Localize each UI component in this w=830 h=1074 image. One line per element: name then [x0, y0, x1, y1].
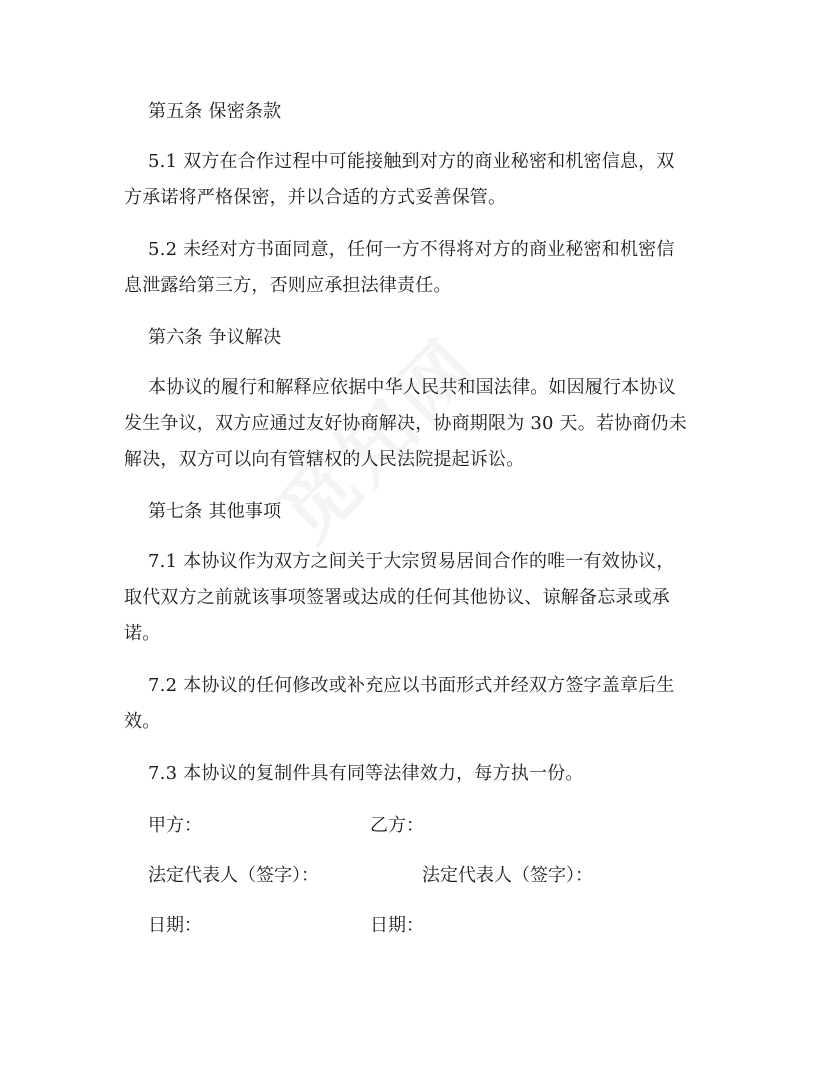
- clause-7-2-line-2: 效。: [124, 711, 161, 732]
- party-a-date-label: 日期：: [148, 915, 202, 936]
- signature-row-representative: [148, 864, 700, 888]
- clause-7-2-line-1: 7.2 本协议的任何修改或补充应以书面形式并经双方签字盖章后生: [148, 675, 675, 696]
- clause-7-1-line-3: 诺。: [124, 623, 161, 644]
- watermark-logo: [246, 306, 515, 575]
- party-a-representative-label: 法定代表人（签字）：: [148, 865, 319, 886]
- section-heading-7: 第七条 其他事项: [148, 501, 282, 522]
- clause-7-1-line-2: 取代双方之前就该事项签署或达成的任何其他协议、谅解备忘录或承: [124, 587, 670, 608]
- clause-5-2-line-1: 5.2 未经对方书面同意，任何一方不得将对方的商业秘密和机密信: [148, 239, 675, 260]
- clause-6-line-1: 本协议的履行和解释应依据中华人民共和国法律。如因履行本协议: [148, 377, 676, 398]
- clause-5-1-line-1: 5.1 双方在合作过程中可能接触到对方的商业秘密和机密信息，双: [148, 151, 675, 172]
- clause-7-1-line-1: 7.1 本协议作为双方之间关于大宗贸易居间合作的唯一有效协议，: [148, 551, 675, 572]
- clause-7-3-line-1: 7.3 本协议的复制件具有同等法律效力，每方执一份。: [148, 763, 584, 784]
- section-heading-5: 第五条 保密条款: [148, 101, 282, 122]
- party-b-date-label: 日期：: [370, 915, 424, 936]
- party-b-representative-label: 法定代表人（签字）：: [422, 865, 593, 886]
- clause-6-line-2: 发生争议，双方应通过友好协商解决，协商期限为 30 天。若协商仍未: [124, 413, 687, 434]
- party-b-label: 乙方：: [370, 815, 424, 836]
- signature-row-date: [148, 914, 700, 938]
- party-a-label: 甲方：: [148, 815, 202, 836]
- section-heading-6: 第六条 争议解决: [148, 327, 282, 348]
- signature-row-party: [148, 814, 700, 838]
- clause-5-2-line-2: 息泄露给第三方，否则应承担法律责任。: [124, 275, 452, 296]
- clause-5-1-line-2: 方承诺将严格保密，并以合适的方式妥善保管。: [124, 187, 507, 208]
- clause-6-line-3: 解决，双方可以向有管辖权的人民法院提起诉讼。: [124, 449, 525, 470]
